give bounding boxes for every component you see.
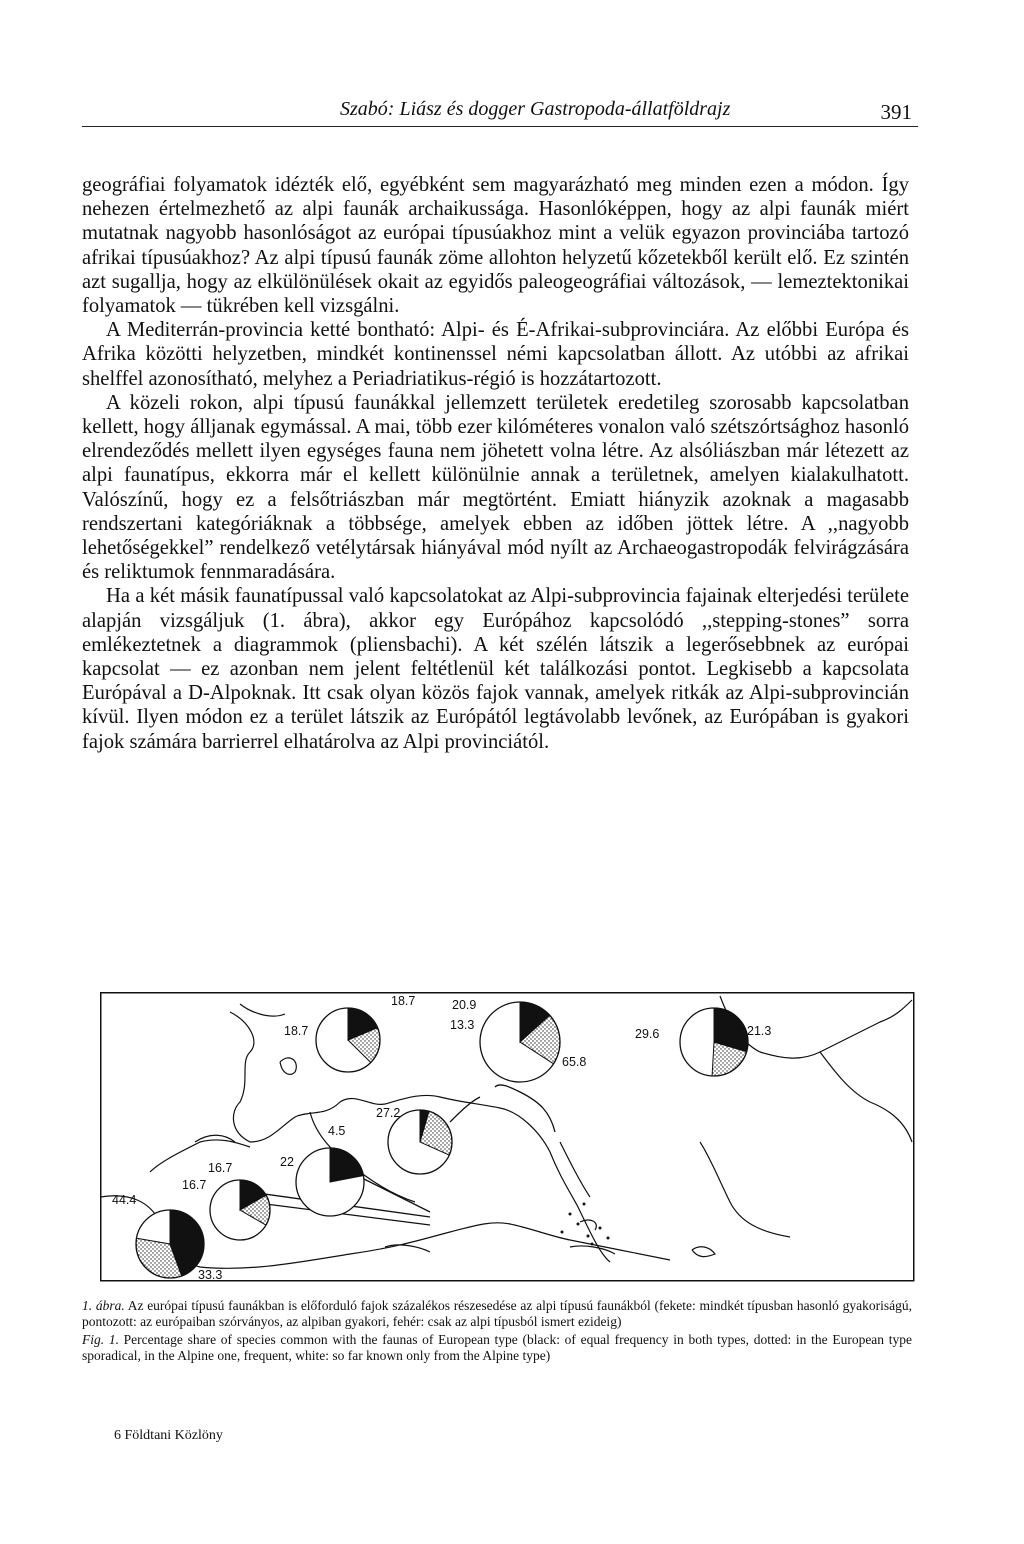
caption-en [82,1332,912,1364]
pie-chart [210,1180,270,1240]
paragraph: geográfiai folyamatok idézték elő, egyébként sem magyarázható meg minden ezen a módon. Így nehezen értelmezhető az alpi faunák archaikussága. Hasonlóképpen, hogy az alpi faunák miért mutatnak nagyobb hasonlóságot az európai típusúakhoz mint a velük egyazon provinciába tartozó afrikai típusúakhoz? Az alpi típusú faunák zöme allohton helyzetű kőzetekből került elő. Ez szintén azt sugallja, hogy az elkülönülések okait az egyidős paleogeográfiai változások, — lemeztektonikai folyamatok — tükrében kell vizsgálni. [82,174,909,318]
pie-chart [480,1002,560,1082]
value-label: 22 [280,1155,294,1169]
value-label: 65.8 [562,1055,587,1069]
footer-note: 6 Földtani Közlöny [114,1428,223,1443]
running-title: Szabó: Liász és dogger Gastropoda-állatföldrajz [340,98,731,120]
body-text [82,173,909,754]
value-label: 18.7 [391,994,416,1008]
value-label: 29.6 [635,1027,660,1041]
running-header [82,96,918,127]
value-label: 18.7 [284,1024,309,1038]
map-svg [100,992,915,1282]
caption-hu-text: Az európai típusú faunákban is előforduló fajok százalékos részesedése az alpi típusú faunákból (fekete: mindkét típusban hasonló gyakoriságú, pontozott: az európaiban szórványos, az alpiban gyakori, fehér: csak az alpi típusból ismert ezideig) [82,1298,912,1329]
value-label: 27.2 [376,1106,401,1120]
caption-hu-lead: 1. ábra. [82,1298,125,1313]
value-label: 33.3 [198,1268,223,1282]
pie-group [136,1002,748,1278]
paragraph: A közeli rokon, alpi típusú faunákkal jellemzett területek eredetileg szorosabb kapcsolatban kellett, hogy álljanak egymással. A mai, több ezer kilóméteres vonalon való szétszórtsághoz hasonló elrendeződés mellett ilyen egységes fauna nem jöhetett volna létre. Az alsóliászban már létezett az alpi faunatípus, ekkorra már el kellett különülnie annak a területnek, amelyen kialakulhatott. Valószínű, hogy ez a felsőtriászban már megtörtént. Emiatt hiányzik azoknak a magasabb rendszertani kategóriáknak a többsége, amelyek ebben az időben jöttek létre. A ,,nagyobb lehetőségekkel” rendelkező vetélytársak hiányával mód nyílt az Archaeogastropodák felvirágzására és reliktumok fennmaradására. [82,391,909,584]
value-label: 44.4 [112,1193,137,1207]
pie-chart [296,1148,364,1216]
figure-caption [82,1298,912,1364]
caption-en-text: Percentage share of species common with the faunas of European type (black: of equal frequency in both types, dotted: in the European type sporadical, in the Alpine one, frequent, white: so far known only from the Alpine type) [82,1332,912,1363]
pie-chart [680,1008,748,1076]
figure-map [100,992,915,1282]
value-label: 21.3 [747,1024,772,1038]
value-label: 20.9 [452,998,477,1012]
value-label: 4.5 [328,1124,346,1138]
value-label: 16.7 [208,1161,233,1175]
paragraph: A Mediterrán-provincia ketté bontható: Alpi- és É-Afrikai-subprovinciára. Az előbbi Európa és Afrika közötti helyzetben, mindkét kontinenssel némi kapcsolatban állott. Az utóbbi az afrikai shelffel azonosítható, melyhez a Periadriatikus-régió is hozzátartozott. [82,319,909,390]
paragraph: Ha a két másik faunatípussal való kapcsolatokat az Alpi-subprovincia fajainak elterjedési területe alapján vizsgáljuk (1. ábra), akkor egy Európához kapcsolódó ,,stepping-stones” sorra emlékeztetnek a diagrammok (pliensbachi). A két szélén látszik a legerősebbnek az európai kapcsolat — ez azonban nem jelent feltétlenül két találkozási pontot. Legkisebb a kapcsolata Európával a D-Alpoknak. Itt csak olyan közös fajok vannak, amelyek ritkák az Alpi-subprovincián kívül. Ilyen módon ez a terület látszik az Európától legtávolabb levőnek, az Európában is gyakori fajok számára barrierrel elhatárolva az Alpi provinciától. [82,585,909,753]
caption-hu [82,1298,912,1330]
pie-chart [316,1008,380,1072]
page-number: 391 [880,100,912,124]
value-label: 16.7 [182,1178,207,1192]
pie-slice-black [330,1148,363,1182]
value-label: 13.3 [450,1018,475,1032]
pie-chart [136,1210,204,1278]
caption-en-lead: Fig. 1. [82,1332,119,1347]
